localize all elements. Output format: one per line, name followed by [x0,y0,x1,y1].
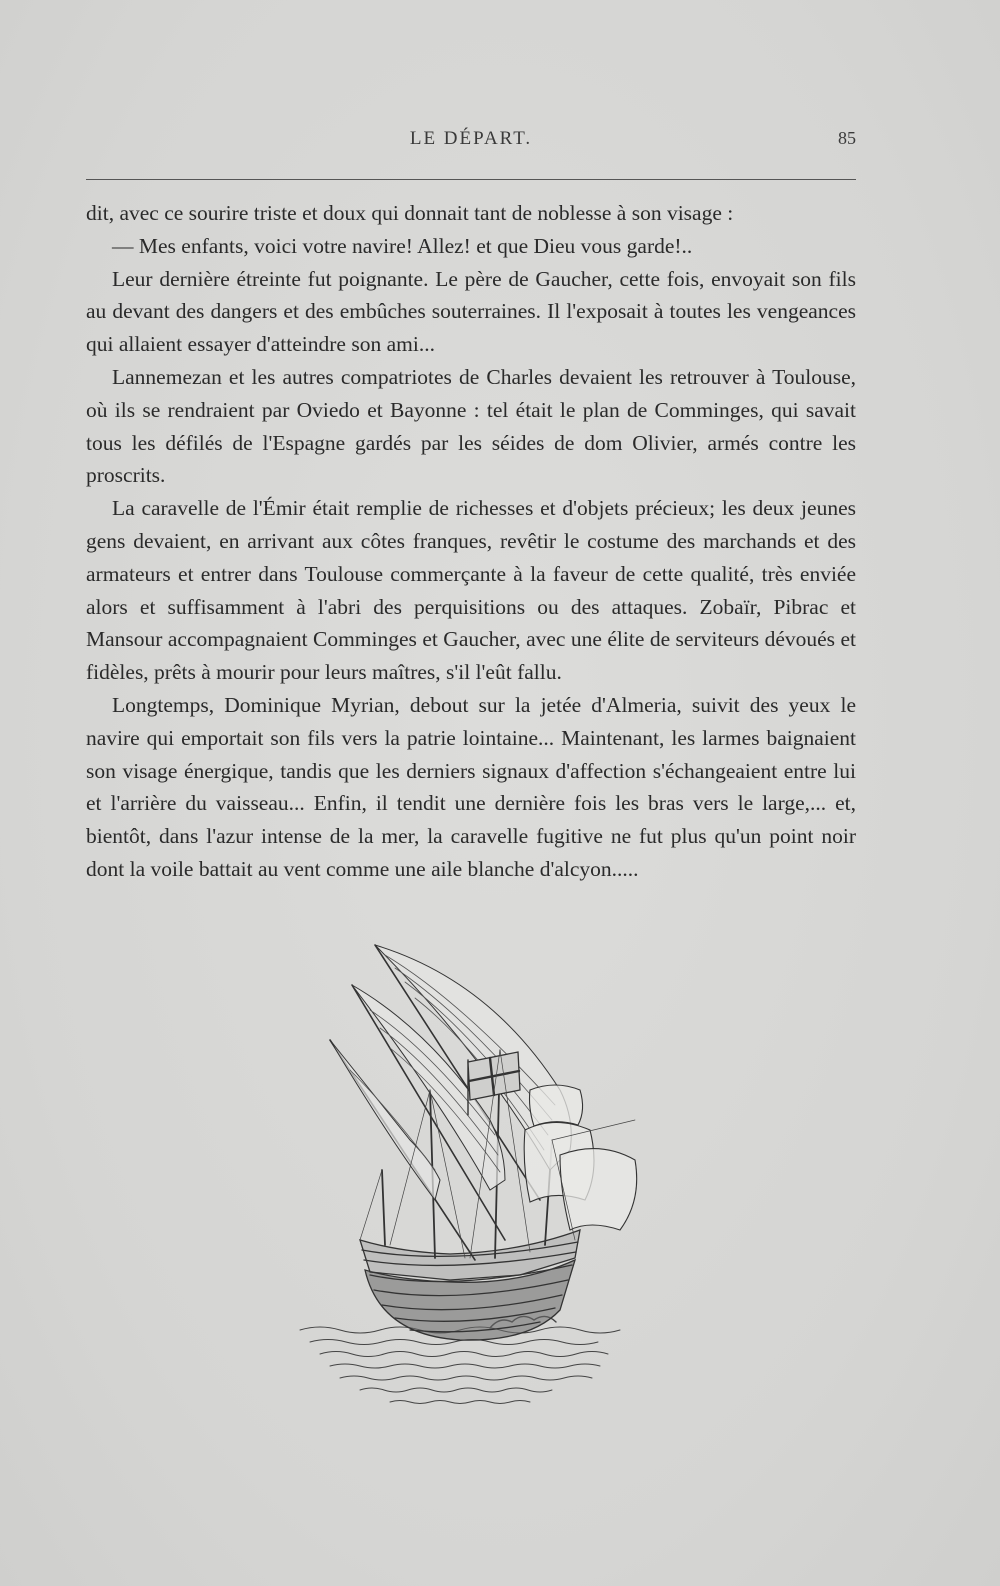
page-number: 85 [838,128,856,148]
paragraph-1: dit, avec ce sourire triste et doux qui donnait tant de noblesse à son visage : [86,201,734,225]
caravel-engraving [290,940,670,1420]
paragraph-2: — Mes enfants, voici votre navire! Allez! et que Dieu vous garde!.. [112,233,693,258]
header-rule [86,179,856,180]
paragraph-6: Longtemps, Dominique Myrian, debout sur la jetée d'Almeria, suivit des yeux le navire qui emportait son fils vers la patrie lointaine... Maintenant, les larmes baignaient son visage énergique, tandis que les derniers signaux d'affection s'échangeaient entre lui et l'arrière du vaisseau... Enfin, il tendit une dernière fois les bras vers le large,... et, bientôt, dans l'azur intense de la mer, la caravelle fugitive ne fut plus qu'un point noir dont la voile battait au vent comme une aile blanche d'alcyon..... [86,692,856,881]
paragraph-5: La caravelle de l'Émir était remplie de richesses et d'objets précieux; les deux jeunes gens devaient, en arrivant aux côtes franques, revêtir le costume des marchands et des armateurs et entrer dans Toulouse commerçante à la faveur de cette qualité, très enviée alors et suffisamment à l'abri des perquisitions ou des attaques. Zobaïr, Pibrac et Mansour accompagnaient Comminges et Gaucher, avec une élite de serviteurs dévoués et fidèles, prêts à mourir pour leurs maîtres, s'il l'eût fallu. [86,496,856,685]
paragraph-4: Lannemezan et les autres compatriotes de Charles devaient les retrouver à Toulouse, où ils se rendraient par Oviedo et Bayonne : tel était le plan de Comminges, qui savait tous les défilés de l'Espagne gardés par les séides de dom Olivier, armés contre les proscrits. [86,364,856,488]
ship-hull [360,1230,580,1340]
page-header [86,128,856,158]
paragraph-3: Leur dernière étreinte fut poignante. Le père de Gaucher, cette fois, envoyait son fils au devant des dangers et des embûches souterraines. Il l'exposait à toutes les vengeances qui allaient essayer d'atteindre son ami... [86,266,856,357]
body-text [86,197,856,886]
running-title: LE DÉPART. [409,128,533,149]
square-sails [524,1085,637,1230]
